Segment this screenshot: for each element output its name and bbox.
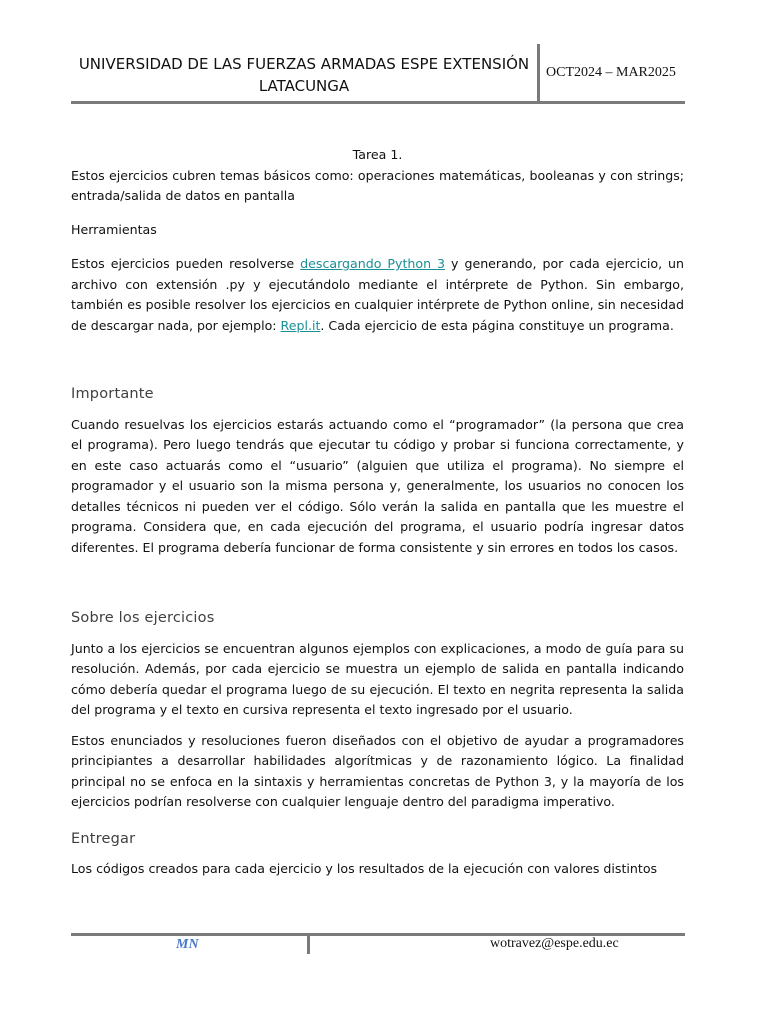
footer-divider <box>307 935 310 954</box>
deliver-paragraph: Los códigos creados para cada ejercicio y los resultados de la ejecución con valores distintos <box>71 861 658 876</box>
important-heading: Importante <box>71 386 154 402</box>
exercises-paragraph-1: Junto a los ejercicios se encuentran algunos ejemplos con explicaciones, a modo de guía para su resolución. Además, por cada ejercicio se muestra un ejemplo de salida en pantalla indicando cómo debería quedar el programa luego de su ejecución. El texto en negrita representa la salida del programa y el texto en cursiva representa el texto ingresado por el usuario. <box>71 640 684 717</box>
tools-paragraph <box>71 254 684 336</box>
tools-text-end: . Cada ejercicio de esta página constituye un programa. <box>320 317 674 333</box>
tools-heading: Herramientas <box>71 221 157 237</box>
page-header <box>71 44 685 102</box>
exercises-paragraph-2: Estos enunciados y resoluciones fueron diseñados con el objetivo de ayudar a programadores principiantes a desarrollar habilidades algorítmicas y de razonamiento lógico. La finalidad principal no se enfoca en la sintaxis y herramientas concretas de Python 3, y la mayoría de los ejercicios podrían resolverse con cualquier lenguaje dentro del paradigma imperativo. <box>71 732 684 809</box>
document-body <box>71 145 684 880</box>
tools-text-mid: y generando, por cada ejercicio, un archivo con extensión .py y ejecutándolo mediante el intérprete de Python. Sin embargo, también es posible resolver los ejercicios en cualquier intérprete de Python online, sin necesidad de descargar nada, por ejemplo: <box>71 256 685 333</box>
important-paragraph: Cuando resuelvas los ejercicios estarás actuando como el “programador” (la persona que crea el programa). Pero luego tendrás que ejecutar tu código y probar si funciona correctamente, y en este caso actuarás como el “usuario” (alguien que utiliza el programa). No siempre el programador y el usuario son la misma persona y, generalmente, los usuarios no conocen los detalles técnicos ni pueden ver el código. Sólo verán la salida en pantalla que les muestre el programa. Considera que, en cada ejecución del programa, el usuario podría ingresar datos diferentes. El programa debería funcionar de forma consistente y sin errores en todos los casos. <box>71 416 684 555</box>
task-title: Tarea 1. <box>352 147 403 162</box>
tools-text-start: Estos ejercicios pueden resolverse <box>71 256 301 271</box>
header-divider <box>537 44 540 102</box>
author-email: wotravez@espe.edu.ec <box>490 936 619 951</box>
deliver-heading: Entregar <box>71 830 136 847</box>
replit-link[interactable]: Repl.it <box>280 317 321 333</box>
academic-period: OCT2024 – MAR2025 <box>546 65 676 80</box>
download-python-link[interactable]: descargando Python 3 <box>300 256 446 271</box>
exercises-heading: Sobre los ejercicios <box>71 610 215 626</box>
header-rule <box>71 101 685 104</box>
institution-title: UNIVERSIDAD DE LAS FUERZAS ARMADAS ESPE EXTENSIÓN LATACUNGA <box>78 55 530 95</box>
intro-paragraph: Estos ejercicios cubren temas básicos como: operaciones matemáticas, booleanas y con strings; entrada/salida de datos en pantalla <box>71 167 684 203</box>
author-initials: MN <box>176 937 199 952</box>
